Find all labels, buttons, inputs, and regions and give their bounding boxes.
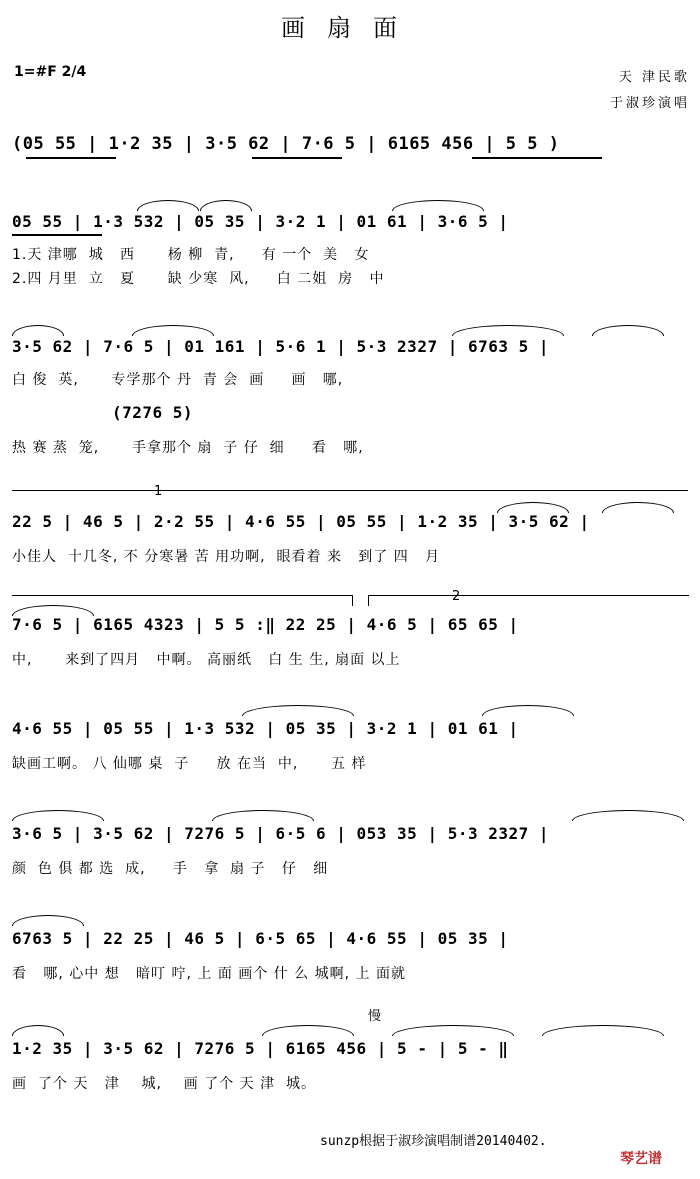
lyric-verse-1: 小佳人 十几冬, 不 分寒暑 苦 用功啊, 眼看着 来 到了 四 月	[12, 549, 441, 565]
notes: 3·6 5 | 3·5 62 | 7276 5 | 6·5 6 | 053 35 | 5·3 2327 |	[12, 824, 550, 843]
notes: 1·2 35 | 3·5 62 | 7276 5 | 6165 456 | 5 - | 5 - ‖	[12, 1039, 509, 1058]
music-system-5	[12, 705, 688, 785]
slur	[212, 810, 314, 821]
slur	[132, 325, 214, 336]
underline	[26, 157, 116, 159]
inset-notes: (7276 5)	[112, 403, 194, 422]
notes: 3·5 62 | 7·6 5 | 01 161 | 5·6 1 | 5·3 2327 | 6763 5 |	[12, 337, 550, 356]
music-system-7	[12, 915, 688, 995]
slur	[200, 200, 252, 211]
intro-system	[12, 130, 688, 170]
performer: 于淑珍演唱	[609, 96, 690, 111]
slur	[137, 200, 199, 211]
slur	[572, 810, 684, 821]
footer-credit: sunzp根据于淑珍演唱制谱20140402.	[320, 1134, 547, 1149]
volta-bracket-1	[12, 490, 688, 501]
site-logo: 琴艺谱	[620, 1151, 662, 1167]
lyric-verse-1: 1.天 津哪 城 西 杨 柳 青, 有 一个 美 女	[12, 247, 370, 263]
volta-number-1: 1	[154, 484, 163, 499]
slur	[12, 810, 104, 821]
lyric-verse-1: 缺画工啊。 八 仙哪 桌 子 放 在当 中, 五 样	[12, 756, 367, 772]
underline	[472, 157, 602, 159]
music-system-3	[12, 484, 688, 580]
slur	[12, 915, 84, 926]
slur	[602, 502, 674, 513]
lyric-verse-1: 看 哪, 心中 想 暗叮 咛, 上 面 画个 什 么 城啊, 上 面就	[12, 966, 407, 982]
notes: 22 5 | 46 5 | 2·2 55 | 4·6 55 | 05 55 | 1·2 35 | 3·5 62 |	[12, 512, 590, 531]
music-system-2	[12, 325, 688, 465]
notes: 4·6 55 | 05 55 | 1·3 532 | 05 35 | 3·2 1 | 01 61 |	[12, 719, 519, 738]
slur	[542, 1025, 664, 1036]
lyric-verse-1: 白 俊 英, 专学那个 丹 青 会 画 画 哪,	[12, 372, 344, 388]
slur	[12, 325, 64, 336]
notes: 05 55 | 1·3 532 | 05 35 | 3·2 1 | 01 61 | 3·6 5 |	[12, 212, 509, 231]
underline	[252, 157, 342, 159]
volta-number-2: 2	[452, 589, 461, 604]
lyric-verse-1: 画 了个 天 津 城, 画 了个 天 津 城。	[12, 1076, 317, 1092]
song-title: 画扇面	[281, 14, 419, 42]
volta-bracket-2	[368, 595, 689, 606]
lyric-verse-1: 中, 来到了四月 中啊。 高丽纸 白 生 生, 扇面 以上	[12, 652, 401, 668]
music-system-8	[12, 1005, 688, 1110]
slur	[592, 325, 664, 336]
notes: 6763 5 | 22 25 | 46 5 | 6·5 65 | 4·6 55 | 05 35 |	[12, 929, 509, 948]
intro-notes: (05 55 | 1·2 35 | 3·5 62 | 7·6 5 | 6165 456 | 5 5 )	[12, 134, 560, 154]
slur	[482, 705, 574, 716]
key-signature: 1=#F 2/4	[14, 64, 87, 80]
notes: 7·6 5 | 6165 4323 | 5 5 :‖ 22 25 | 4·6 5 | 65 65 |	[12, 615, 519, 634]
music-system-4	[12, 589, 688, 680]
slur	[242, 705, 354, 716]
slur	[392, 1025, 514, 1036]
slur	[452, 325, 564, 336]
song-source: 天 津民歌	[618, 70, 690, 85]
music-system-6	[12, 810, 688, 890]
music-system-1	[12, 200, 688, 295]
underline	[12, 234, 102, 236]
lyric-verse-2: 2.四 月里 立 夏 缺 少寒 风, 白 二姐 房 中	[12, 271, 385, 287]
slur	[262, 1025, 354, 1036]
slur	[12, 1025, 64, 1036]
slur	[392, 200, 484, 211]
tempo-marking: 慢	[368, 1009, 382, 1024]
lyric-verse-1: 颜 色 俱 都 选 成, 手 拿 扇 子 仔 细	[12, 861, 329, 877]
lyric-verse-2: 热 赛 蒸 笼, 手拿那个 扇 子 仔 细 看 哪,	[12, 440, 364, 456]
